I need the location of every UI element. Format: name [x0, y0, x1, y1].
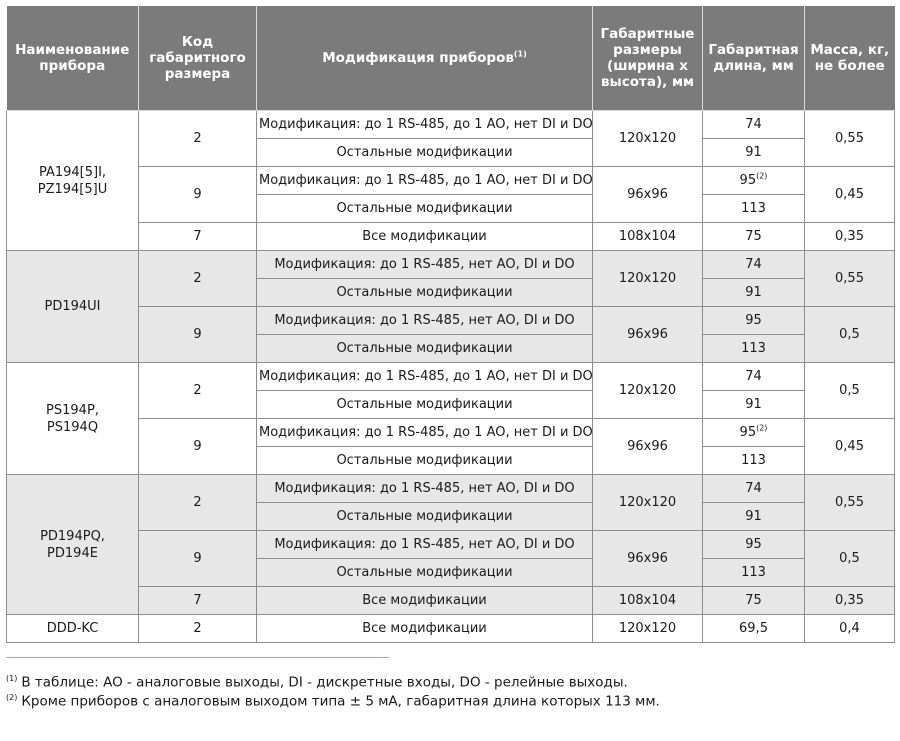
device-name: PA194[5]I, PZ194[5]U	[7, 111, 139, 251]
header-modification	[257, 6, 593, 111]
length-cell	[703, 307, 805, 335]
size-code: 9	[139, 307, 257, 363]
length-value: 113	[741, 201, 766, 216]
mass: 0,45	[805, 167, 895, 223]
dimensions: 120x120	[593, 251, 703, 307]
dimensions: 108x104	[593, 223, 703, 251]
header-mass-label: Масса, кг, не более	[810, 42, 890, 74]
modification: Остальные модификации	[257, 279, 593, 307]
size-code: 9	[139, 419, 257, 475]
length-cell	[703, 167, 805, 195]
header-mass	[805, 6, 895, 111]
dimensions: 96x96	[593, 419, 703, 475]
modification: Остальные модификации	[257, 559, 593, 587]
footnote-1-text: В таблице: AO - аналоговые выходы, DI - дискретные входы, DO - релейные выходы.	[21, 674, 628, 691]
length-value: 113	[741, 453, 766, 468]
length-cell	[703, 279, 805, 307]
length-cell	[703, 475, 805, 503]
mass: 0,4	[805, 615, 895, 643]
device-name: DDD-KC	[7, 615, 139, 643]
length-cell	[703, 559, 805, 587]
modification: Модификация: до 1 RS-485, до 1 AO, нет DI и DO	[257, 363, 593, 391]
modification: Все модификации	[257, 587, 593, 615]
footnote-1-mark: (1)	[6, 674, 18, 683]
length-cell	[703, 335, 805, 363]
dimensions: 108x104	[593, 587, 703, 615]
size-code: 2	[139, 111, 257, 167]
footnote-2	[6, 693, 660, 710]
device-group	[7, 615, 895, 643]
device-group	[7, 475, 895, 615]
device-group	[7, 363, 895, 475]
mass: 0,35	[805, 587, 895, 615]
table-row	[7, 363, 895, 391]
dimensions: 96x96	[593, 307, 703, 363]
device-name: PD194UI	[7, 251, 139, 363]
modification: Остальные модификации	[257, 391, 593, 419]
length-note-ref: (2)	[756, 171, 768, 181]
length-value: 95	[739, 173, 757, 188]
length-cell	[703, 195, 805, 223]
device-name: PS194P, PS194Q	[7, 363, 139, 475]
length-value: 113	[741, 565, 766, 580]
length-value: 74	[745, 117, 762, 132]
modification: Все модификации	[257, 223, 593, 251]
length-value: 95	[745, 313, 762, 328]
dimensions: 96x96	[593, 531, 703, 587]
table-row	[7, 307, 895, 335]
dimensions: 96x96	[593, 167, 703, 223]
mass: 0,5	[805, 531, 895, 587]
spec-table	[6, 6, 895, 643]
table-row	[7, 251, 895, 279]
device-name: PD194PQ, PD194E	[7, 475, 139, 615]
length-cell	[703, 391, 805, 419]
modification: Модификация: до 1 RS-485, нет AO, DI и DO	[257, 531, 593, 559]
table-row	[7, 475, 895, 503]
modification: Остальные модификации	[257, 139, 593, 167]
modification: Модификация: до 1 RS-485, нет AO, DI и DO	[257, 307, 593, 335]
modification: Модификация: до 1 RS-485, нет AO, DI и DO	[257, 251, 593, 279]
modification: Остальные модификации	[257, 447, 593, 475]
header-length-label: Габаритная длина, мм	[708, 42, 799, 74]
table-row	[7, 167, 895, 195]
length-value: 69,5	[739, 621, 768, 636]
length-value: 75	[745, 229, 762, 244]
mass: 0,55	[805, 475, 895, 531]
length-cell	[703, 531, 805, 559]
size-code: 9	[139, 167, 257, 223]
footnote-1	[6, 674, 628, 691]
header-name	[7, 6, 139, 111]
length-cell	[703, 111, 805, 139]
length-value: 113	[741, 341, 766, 356]
modification: Модификация: до 1 RS-485, до 1 AO, нет DI и DO	[257, 419, 593, 447]
length-cell	[703, 615, 805, 643]
header-modification-label: Модификация приборов	[322, 50, 514, 66]
mass: 0,5	[805, 307, 895, 363]
length-value: 74	[745, 369, 762, 384]
header-dimensions-label: Габаритные размеры (ширина х высота), мм	[600, 26, 695, 90]
size-code: 2	[139, 363, 257, 419]
mass: 0,55	[805, 111, 895, 167]
table-row	[7, 223, 895, 251]
dimensions: 120x120	[593, 475, 703, 531]
header-dimensions	[593, 6, 703, 111]
length-cell	[703, 587, 805, 615]
modification: Остальные модификации	[257, 503, 593, 531]
size-code: 2	[139, 251, 257, 307]
header-row	[7, 6, 895, 111]
mass: 0,35	[805, 223, 895, 251]
modification: Модификация: до 1 RS-485, до 1 AO, нет DI и DO	[257, 167, 593, 195]
table-row	[7, 615, 895, 643]
modification: Модификация: до 1 RS-485, нет AO, DI и DO	[257, 475, 593, 503]
length-value: 74	[745, 257, 762, 272]
length-value: 95	[745, 537, 762, 552]
modification: Все модификации	[257, 615, 593, 643]
length-cell	[703, 503, 805, 531]
modification: Остальные модификации	[257, 335, 593, 363]
table-row	[7, 419, 895, 447]
length-cell	[703, 139, 805, 167]
length-cell	[703, 251, 805, 279]
modification: Остальные модификации	[257, 195, 593, 223]
mass: 0,5	[805, 363, 895, 419]
length-note-ref: (2)	[756, 423, 768, 433]
table-row	[7, 587, 895, 615]
header-modification-note-ref: (1)	[513, 49, 527, 59]
size-code: 7	[139, 223, 257, 251]
length-value: 91	[745, 509, 762, 524]
length-cell	[703, 447, 805, 475]
header-length	[703, 6, 805, 111]
header-code-label: Код габаритного размера	[149, 34, 246, 82]
length-cell	[703, 223, 805, 251]
size-code: 9	[139, 531, 257, 587]
footnote-2-text: Кроме приборов с аналоговым выходом типа ± 5 мА, габаритная длина которых 113 мм.	[21, 693, 660, 710]
size-code: 2	[139, 475, 257, 531]
mass: 0,45	[805, 419, 895, 475]
length-cell	[703, 419, 805, 447]
length-value: 95	[739, 425, 757, 440]
length-value: 75	[745, 593, 762, 608]
footnote-divider	[6, 657, 389, 658]
length-value: 91	[745, 397, 762, 412]
length-cell	[703, 363, 805, 391]
length-value: 74	[745, 481, 762, 496]
modification: Модификация: до 1 RS-485, до 1 AO, нет DI и DO	[257, 111, 593, 139]
header-code	[139, 6, 257, 111]
header-name-label: Наименование прибора	[15, 42, 130, 74]
dimensions: 120x120	[593, 111, 703, 167]
mass: 0,55	[805, 251, 895, 307]
length-value: 91	[745, 285, 762, 300]
table-row	[7, 531, 895, 559]
device-group	[7, 111, 895, 251]
table-row	[7, 111, 895, 139]
size-code: 2	[139, 615, 257, 643]
dimensions: 120x120	[593, 363, 703, 419]
length-value: 91	[745, 145, 762, 160]
footnote-2-mark: (2)	[6, 693, 18, 702]
dimensions: 120x120	[593, 615, 703, 643]
size-code: 7	[139, 587, 257, 615]
device-group	[7, 251, 895, 363]
